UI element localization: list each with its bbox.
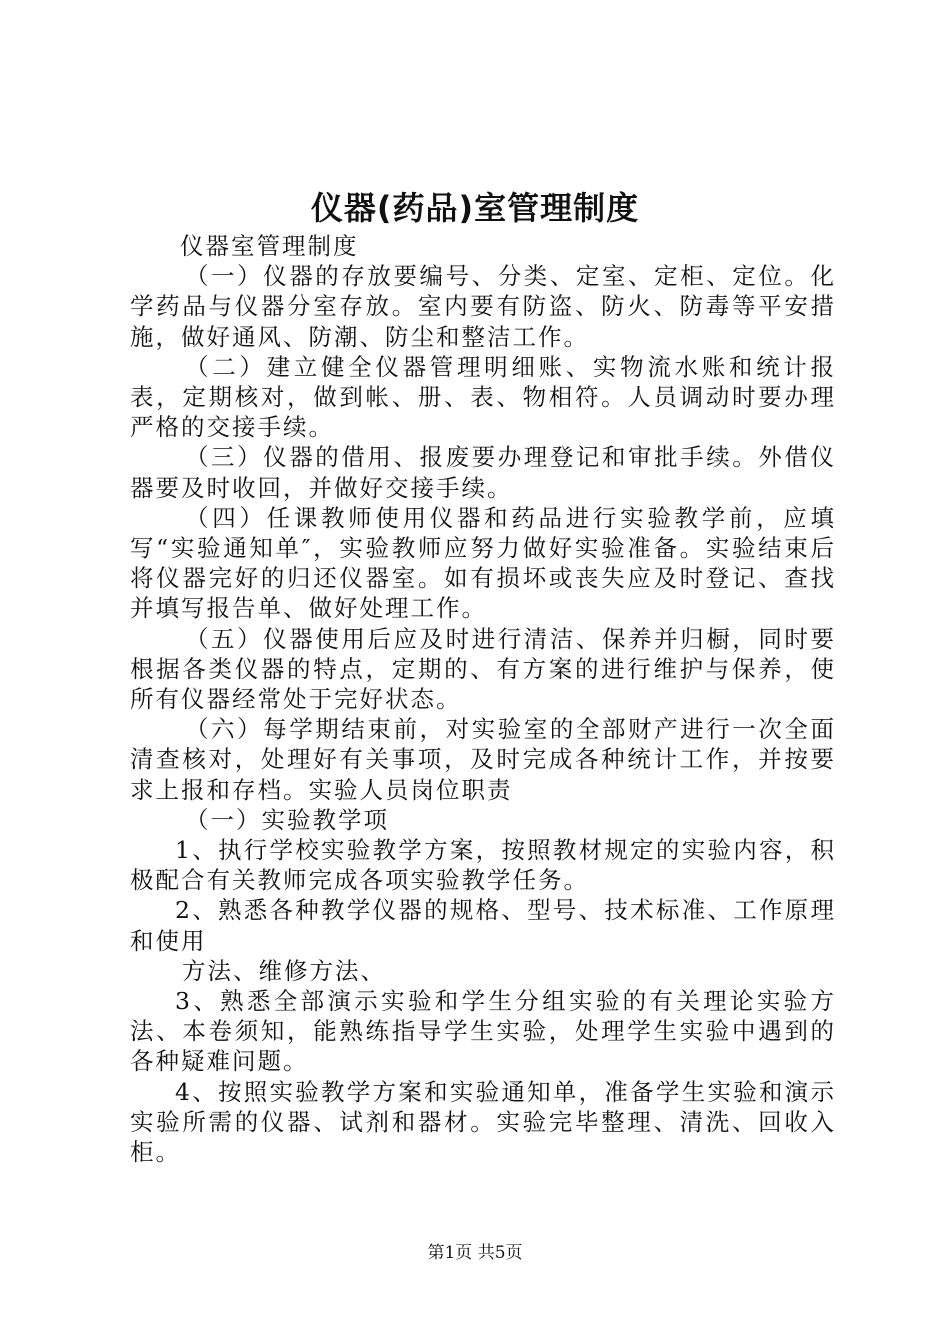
document-title: 仪器(药品)室管理制度 [310,189,640,227]
paragraph-3: （三）仪器的借用、报废要办理登记和审批手续。外借仪器要及时收回，并做好交接手续。 [130,443,836,502]
list-item-1: 1、执行学校实验教学方案，按照教材规定的实验内容，积极配合有关教师完成各项实验教学任务。 [130,836,836,895]
paragraph-4: （四）任课教师使用仪器和药品进行实验教学前，应填写“实验通知单″，实验教师应努力做好实验准备。实验结束后将仪器完好的归还仪器室。如有损坏或丧失应及时登记、查找并填写报告单、做好处理工作。 [130,503,836,623]
document-body [130,231,836,1167]
paragraph-2: （二）建立健全仪器管理明细账、实物流水账和统计报表，定期核对，做到帐、册、表、物相符。人员调动时要办理严格的交接手续。 [130,352,836,442]
section-heading: （一）实验教学项 [185,805,389,834]
list-item-3: 3、熟悉全部演示实验和学生分组实验的有关理论实验方法、本卷须知，能熟练指导学生实验，处理学生实验中遇到的各种疑难问题。 [130,987,836,1076]
list-item-4: 4、按照实验教学方案和实验通知单，准备学生实验和演示实验所需的仪器、试剂和器材。实验完毕整理、清洗、回收入柜。 [130,1077,836,1167]
subtitle: 仪器室管理制度 [180,232,359,260]
paragraph-5: （五）仪器使用后应及时进行清洁、保养并归橱，同时要根据各类仪器的特点，定期的、有方案的进行维护与保养，使所有仪器经常处于完好状态。 [130,624,836,714]
list-item-2-continued: 方法、维修方法、 [182,956,386,985]
page-footer: 第1页 共5页 [427,1243,523,1263]
list-item-2: 2、熟悉各种教学仪器的规格、型号、技术标准、工作原理和使用 [130,896,836,955]
paragraph-1: （一）仪器的存放要编号、分类、定室、定柜、定位。化学药品与仪器分室存放。室内要有防盗、防火、防毒等平安措施，做好通风、防潮、防尘和整洁工作。 [130,262,836,351]
paragraph-6: （六）每学期结束前，对实验室的全部财产进行一次全面清查核对，处理好有关事项，及时完成各种统计工作，并按要求上报和存档。实验人员岗位职责 [130,715,836,804]
